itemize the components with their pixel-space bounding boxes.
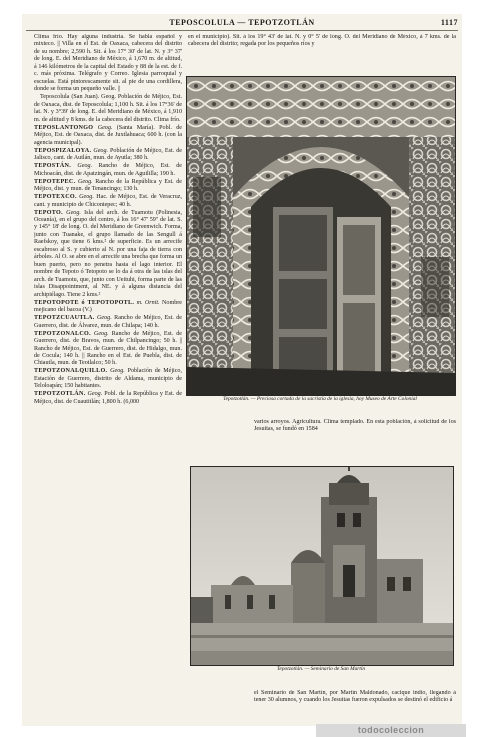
dictionary-entry — [34, 148, 182, 163]
entry-headword: TEPOSTÁN. — [34, 163, 72, 170]
entry-label: Geog. — [77, 163, 93, 170]
entry-text: Nombre mejicano del bacoa (V.) — [34, 299, 182, 314]
entry-headword: TEPOTEXCO. — [34, 194, 77, 201]
dictionary-entry — [34, 368, 182, 390]
entry-text: Rancho de la República y Est. de Méjico, dist. y mun. de Tenancingo; 130 h. — [34, 178, 182, 193]
running-head-title: TEPOSCOLULA — TEPOTZOTLÁN — [169, 18, 315, 27]
bottom-right-paragraph: el Seminario de San Martín, por Martín Maldonado, cacique indio, llegando á tener 30 alumnos, y cuando los Jesuitas fueron expulsados se destinó el edificio á — [254, 690, 456, 704]
entry-label: Geog. — [66, 209, 81, 216]
body-paragraph: Clima frío. Hay alguna industria. Se habla español y mixteco. || Villa en el Est. de Oaxaca, cabecera del distrito de su nombre; 2,590 h. Sit. á los 17° 30' de lat. N. y 3° 37' de long. E. del Meridiano de México, á 1,670 m. de altitud, á 146 kilómetros de la capital del Estado y 88 de la est. de f. c. más próxima. Telégrafo y Correo. Iglesia parroquial y escuelas. Está pintorescamente sit. al pie de una cordillera, donde se forma un pequeño valle. || — [34, 34, 182, 93]
entry-headword: TEPOTZONALQUILLO. — [34, 368, 108, 375]
dictionary-entry — [34, 125, 182, 147]
mid-right-paragraph: varios arroyos. Agricultura. Clima templado. En esta población, á solicitud de los Jesuitas, se fundó en 1584 — [254, 419, 456, 433]
photo-sacristy-doorway — [186, 76, 456, 396]
entry-label: Geog. — [93, 330, 109, 337]
entry-label: Geog. — [77, 178, 93, 185]
mid-right-text — [254, 419, 456, 459]
entry-text: Rancho de Méjico, Est. de Michoacán, dist. de Apatzingán, mun. de Aguililla; 190 h. — [34, 163, 182, 177]
seminary-church-illustration — [191, 467, 453, 665]
entry-text: Isla del arch. de Tuamotu (Polinesia, Oceanía), en el grupo del centro, á los 16° 47' 59" de lat. S. y 145° 18' de long. O. del Meridiano de Greenwich. Forma, junto con Tuanake, el grupo llamado de las Sengull á Raefskoy, que tiene 6 kms.² de superficie. Es un arrecife escabroso al S. y cubierto al N. por una faja de tierra con árboles. Al O. se abre en el arrecife una brecha que forma un buen puerto, pero no penetra hasta el lago interior. El nombre de Tepoto ó Tetopoto se lo da á otra de las islas del arch. de Tuamotu, que, junto con Ueituhi, forma parte de las islas Disappointment, al NE. y á alguna distancia del archipiélago. Tiene 2 kms.² — [34, 209, 182, 298]
header-rule — [26, 30, 458, 31]
entry-label: Geog. — [97, 124, 113, 131]
entry-text: Población de Méjico, Est. de Jalisco, cant. de Autlán, mun. de Ayutla; 380 h. — [34, 147, 182, 162]
running-head — [22, 18, 462, 30]
entry-text: Población de Méjico, Estación de Guerrero, distrito de Aldama, municipio de Teloloapán; 150 habitantes. — [34, 368, 182, 390]
dictionary-entry — [34, 210, 182, 299]
entry-text: Pobl. de la República y Est. de Méjico, dist. de Cuautitlán; 1,800 h. (6,000 — [34, 391, 182, 405]
entry-label: Geog. — [93, 147, 109, 154]
photo-caption-sacristy: Tepotzotlán. — Preciosa cortada de la sacristía de la iglesia, hoy Museo de Arte Colonial — [223, 396, 417, 402]
entry-text: Rancho de Méjico, Est. de Guerrero, dist. de Bravos, mun. de Chilpancingo; 50 h. || Rancho de Méjico, Est. de Guerrero, dist. de Hidalgo, mun. de Cocula; 140 h. || Rancho en el Est. de Puebla, dist. de Chiautla, mun. de Teotlalco; 50 h. — [34, 330, 182, 367]
entry-label: m. Ornit. — [136, 299, 160, 306]
bottom-right-text — [254, 690, 456, 724]
encyclopedia-page — [22, 14, 462, 726]
entry-text: Hac. de Méjico, Est. de Veracruz, cant. y municipio de Chicontepec; 40 h. — [34, 194, 182, 208]
entry-text: (Santa María). Pobl. de Méjico, Est. de Oaxaca, dist. de Juxtlahuaca; 600 h. (con la agencia municipal). — [34, 124, 182, 146]
entry-label: Geog. — [79, 194, 94, 201]
entry-headword: TEPOTO. — [34, 209, 63, 216]
entry-headword: TEPOSPIZALOYA. — [34, 147, 92, 154]
dictionary-entry — [34, 331, 182, 368]
entry-headword: TEPOTEPEC. — [34, 178, 76, 185]
photo-seminary-church — [190, 466, 454, 666]
top-right-text — [188, 34, 456, 74]
entry-label: Geog. — [97, 315, 112, 322]
watermark-logo: todocoleccion — [316, 724, 466, 737]
entry-headword: TEPOTZONALCO. — [34, 330, 91, 337]
entry-headword: TEPOSLANTONGO — [34, 124, 94, 131]
dictionary-entry — [34, 163, 182, 178]
dictionary-entry — [34, 179, 182, 194]
entry-headword: TEPOTZCUAUTLA. — [34, 315, 95, 322]
left-column — [34, 34, 182, 724]
page-number: 1117 — [440, 18, 458, 27]
entry-label: Geog. — [110, 368, 125, 375]
dictionary-entry — [34, 391, 182, 406]
entry-headword: TEPOTZOTLÁN. — [34, 391, 86, 398]
dictionary-entry — [34, 300, 182, 315]
entry-text: Rancho de Méjico, Est. de Guerrero, dist. de Álvarez, mun. de Chilapa; 140 h. — [34, 315, 182, 329]
entry-headword: TEPOTOPOTE ó TEPOTOPOTL. — [34, 299, 135, 306]
dictionary-entry — [34, 194, 182, 209]
top-right-paragraph: en el municipio). Sit. á los 19° 43' de lat. N. y 0° 5' de long. O. del Meridiano de México, á 7 kms. de la cabecera del distrito; regada por los pequeños ríos y — [188, 34, 456, 48]
body-paragraph: Teposcolula (San Juan). Geog. Población de Méjico, Est. de Oaxaca, dist. de Teposcolula; 1,100 h. Sit. á los 17°36' de lat. N. y 3°39' de long. E. del Meridiano de México, á 1,910 m. de altitud y 8 kms. de la cabecera del distrito. Clima frío. — [34, 94, 182, 123]
dictionary-entry — [34, 315, 182, 330]
entry-label: Geog. — [87, 391, 103, 398]
photo-caption-seminary: Tepotzotlán. — Seminario de San Martín — [276, 666, 366, 672]
sacristy-doorway-illustration — [187, 77, 455, 395]
